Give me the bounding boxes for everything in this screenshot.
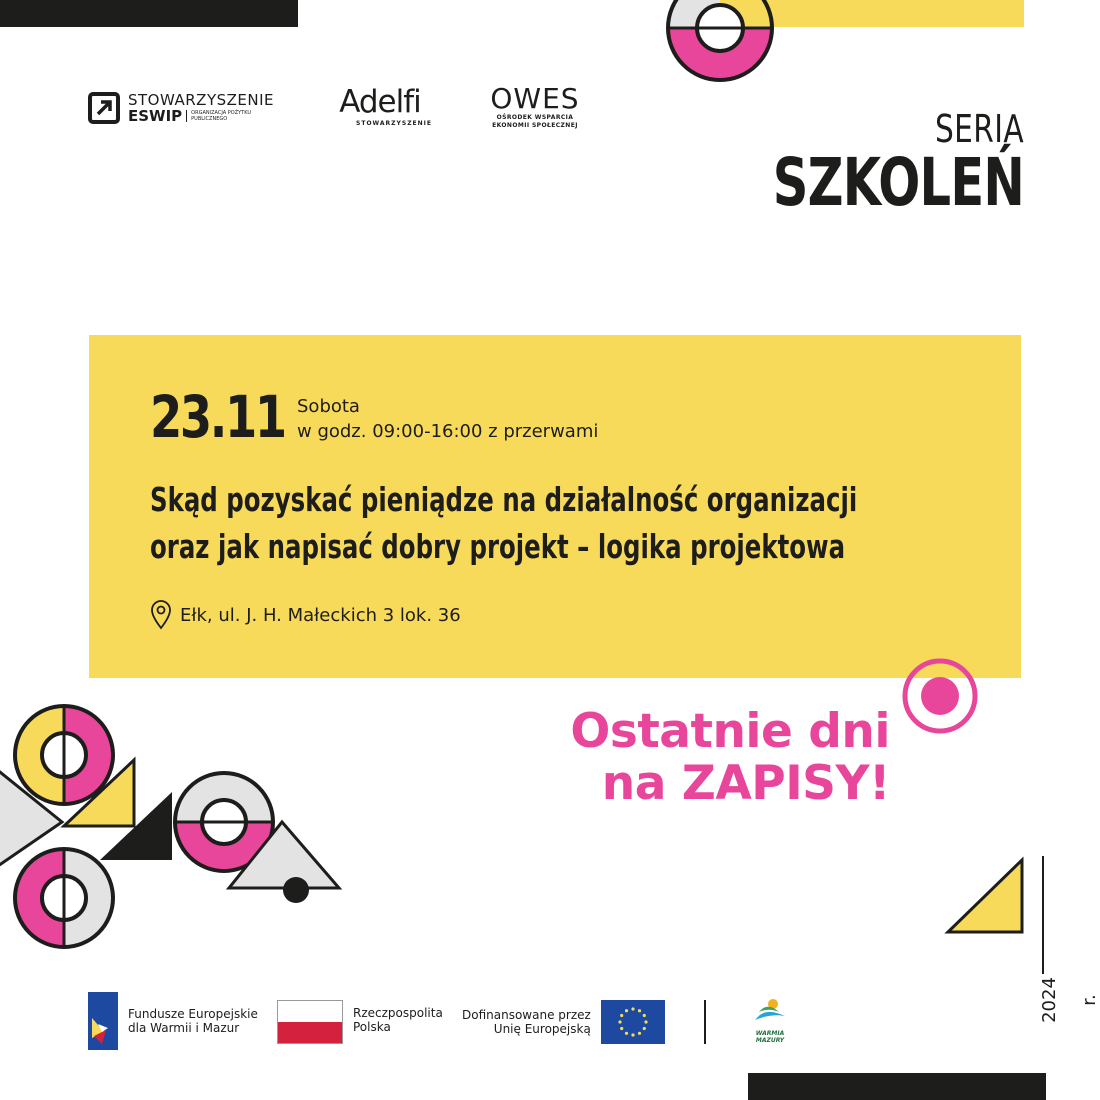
polish-flag-icon [277, 1000, 343, 1044]
cta-line1: Ostatnie dni [570, 704, 890, 759]
event-title [150, 476, 857, 570]
event-location-text: Ełk, ul. J. H. Małeckich 3 lok. 36 [180, 604, 461, 626]
fe-flag-icon [88, 992, 118, 1050]
owes-logo [482, 84, 588, 130]
warmia-mazury-icon [753, 998, 787, 1026]
wm-line1: WARMIA [755, 1030, 785, 1037]
adelfi-name: Adelfi [339, 84, 421, 120]
eswip-line1: STOWARZYSZENIE [128, 91, 275, 109]
event-date: 23.11 [150, 383, 285, 451]
owes-name: OWES [490, 82, 580, 115]
eu-line2: Unię Europejską [493, 1022, 591, 1036]
arrow-icon [88, 92, 120, 124]
eswip-line2: ESWIP [128, 107, 183, 125]
call-to-action [470, 706, 890, 810]
top-left-bar [0, 0, 298, 27]
location-pin-icon [150, 600, 172, 630]
fe-logo [88, 992, 258, 1050]
wm-line2: MAZURY [755, 1037, 785, 1044]
yellow-triangle-decoration [944, 856, 1026, 936]
eu-line1: Dofinansowane przez [462, 1008, 591, 1022]
rp-line2: Polska [353, 1020, 391, 1034]
bottom-bar [748, 1073, 1046, 1100]
eswip-logo [88, 88, 278, 128]
eu-logo [462, 1000, 665, 1044]
fe-line2: dla Warmii i Mazur [128, 1021, 240, 1035]
year-line [1042, 856, 1044, 974]
event-time [297, 394, 598, 444]
owes-sub2: EKONOMII SPOŁECZNEJ [492, 122, 578, 129]
year-label: 2024 r. [1039, 977, 1100, 1023]
pink-target-decoration [900, 656, 982, 738]
warmia-mazury-logo [742, 998, 798, 1044]
cta-line2: na ZAPISY! [601, 756, 890, 811]
owes-sub1: OŚRODEK WSPARCIA [496, 114, 574, 121]
series-heading [689, 107, 1024, 221]
event-day: Sobota [297, 396, 360, 417]
top-ring-decoration [664, 0, 776, 82]
footer-divider [704, 1000, 706, 1044]
adelfi-logo [322, 84, 438, 127]
event-title-line1: Skąd pozyskać pieniądze na działalność organizacji [150, 480, 858, 519]
fe-line1: Fundusze Europejskie [128, 1007, 258, 1021]
rp-line1: Rzeczpospolita [353, 1006, 443, 1020]
series-line1: SERIA [934, 107, 1024, 151]
eswip-sub: ORGANIZACJA POŻYTKU PUBLICZNEGO [186, 110, 266, 122]
adelfi-sub: STOWARZYSZENIE [356, 120, 432, 127]
series-line2: SZKOLEŃ [772, 144, 1024, 221]
event-hours: w godz. 09:00-16:00 z przerwami [297, 421, 599, 442]
rp-logo [277, 1000, 443, 1044]
event-title-line2: oraz jak napisać dobry projekt – logika projektowa [150, 527, 846, 566]
geometric-decoration [0, 700, 345, 955]
event-location [150, 600, 461, 630]
eu-flag-icon [601, 1000, 665, 1044]
